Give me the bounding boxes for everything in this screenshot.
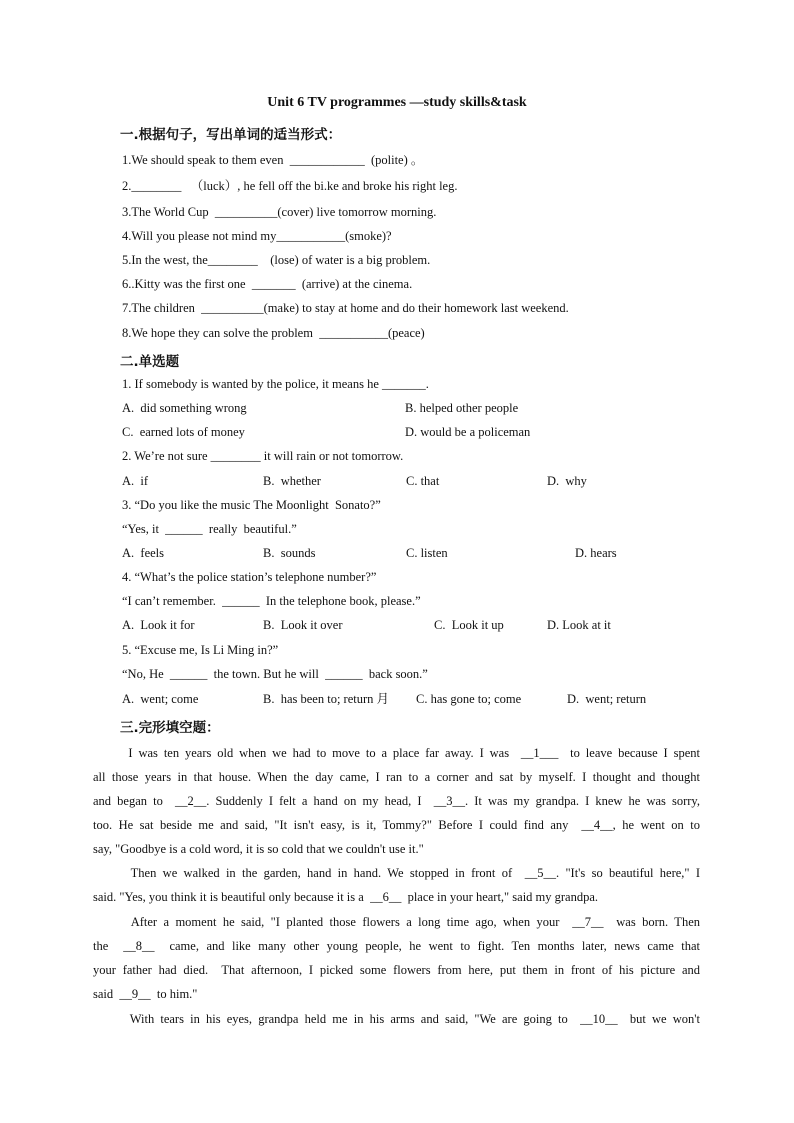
question-3-option-a: A. feels [122,546,164,560]
section3-heading: 三.完形填空题： [120,720,220,736]
passage-line: With tears in his eyes, grandpa held me in his arms and said, "We are going to __10__ but we won't [93,1012,700,1026]
question-5-option-c: C. has gone to; come [416,692,522,706]
passage-line: said __9__ to him." [93,987,198,1001]
question-4-stem: 4. “What’s the police station’s telephone number?” [122,570,377,584]
passage-line: too. He sat beside me and said, "It isn't easy, is it, Tommy?" Before I could find any __4__, he went on to [93,818,700,832]
question-2-stem: 2. We’re not sure ________ it will rain or not tomorrow. [122,449,404,463]
question-2-option-a: A. if [122,474,149,488]
passage-line: your father had died. That afternoon, I picked some flowers from here, put them in front of his picture and [93,963,700,977]
question-1-option-b: B. helped other people [405,401,519,415]
question-4-reply: “I can’t remember. ______ In the telephone book, please.” [122,594,421,608]
fill-item-8: 8.We hope they can solve the problem ___________(peace) [122,326,425,340]
section1-heading: 一.根据句子，写出单词的适当形式： [120,127,342,143]
question-1-option-c: C. earned lots of money [122,425,245,439]
question-3-option-d: D. hears [575,546,617,560]
question-2-option-d: D. why [547,474,587,488]
question-4-option-c: C. Look it up [434,618,504,632]
question-3-reply: “Yes, it ______ really beautiful.” [122,522,297,536]
fill-item-3: 3.The World Cup __________(cover) live tomorrow morning. [122,205,437,219]
passage-line: and began to __2__. Suddenly I felt a hand on my head, I __3__. It was my grandpa. I knew he was sorry, [93,794,700,808]
question-5-option-a: A. went; come [122,692,199,706]
passage-line: say, "Goodbye is a cold word, it is so cold that we couldn't use it." [93,842,424,856]
fill-item-2: 2.________ （luck）, he fell off the bi.ke and broke his right leg. [122,179,458,193]
fill-item-4: 4.Will you please not mind my___________(smoke)? [122,229,392,243]
question-1-option-a: A. did something wrong [122,401,247,415]
passage-line: I was ten years old when we had to move to a place far away. I was __1___ to leave because I spent [93,746,700,760]
passage-line: all those years in that house. When the day came, I ran to a corner and sat by myself. I thought and thought [93,770,700,784]
question-1-option-d: D. would be a policeman [405,425,531,439]
question-4-option-a: A. Look it for [122,618,195,632]
question-5-stem: 5. “Excuse me, Is Li Ming in?” [122,643,279,657]
question-4-option-d: D. Look at it [547,618,611,632]
question-2-option-c: C. that [406,474,440,488]
fill-item-1: 1.We should speak to them even ____________ (polite) 。 [122,153,424,167]
fill-item-7: 7.The children __________(make) to stay at home and do their homework last weekend. [122,301,569,315]
passage-line: After a moment he said, "I planted those flowers a long time ago, when your __7__ was born. Then [93,915,700,929]
question-5-option-b: B. has been to; return 月 [263,692,390,706]
fill-item-6: 6..Kitty was the first one _______ (arrive) at the cinema. [122,277,413,291]
fill-item-5: 5.In the west, the________ (lose) of water is a big problem. [122,253,431,267]
passage-line: said. "Yes, you think it is beautiful only because it is a __6__ place in your heart," said my grandpa. [93,890,599,904]
question-5-reply: “No, He ______ the town. But he will ______ back soon.” [122,667,428,681]
question-4-option-b: B. Look it over [263,618,343,632]
question-3-option-b: B. sounds [263,546,316,560]
question-2-option-b: B. whether [263,474,321,488]
section2-heading: 二.单选题 [120,354,180,370]
question-3-stem: 3. “Do you like the music The Moonlight Sonato?” [122,498,381,512]
passage-line: Then we walked in the garden, hand in hand. We stopped in front of __5__. "It's so beautiful here," I [93,866,700,880]
question-3-option-c: C. listen [406,546,448,560]
question-1-stem: 1. If somebody is wanted by the police, it means he _______. [122,377,429,391]
question-5-option-d: D. went; return [567,692,647,706]
passage-line: the __8__ came, and like many other young people, he went to fight. Ten months later, news came that [93,939,700,953]
page-title: Unit 6 TV programmes —study skills&task [267,95,527,110]
